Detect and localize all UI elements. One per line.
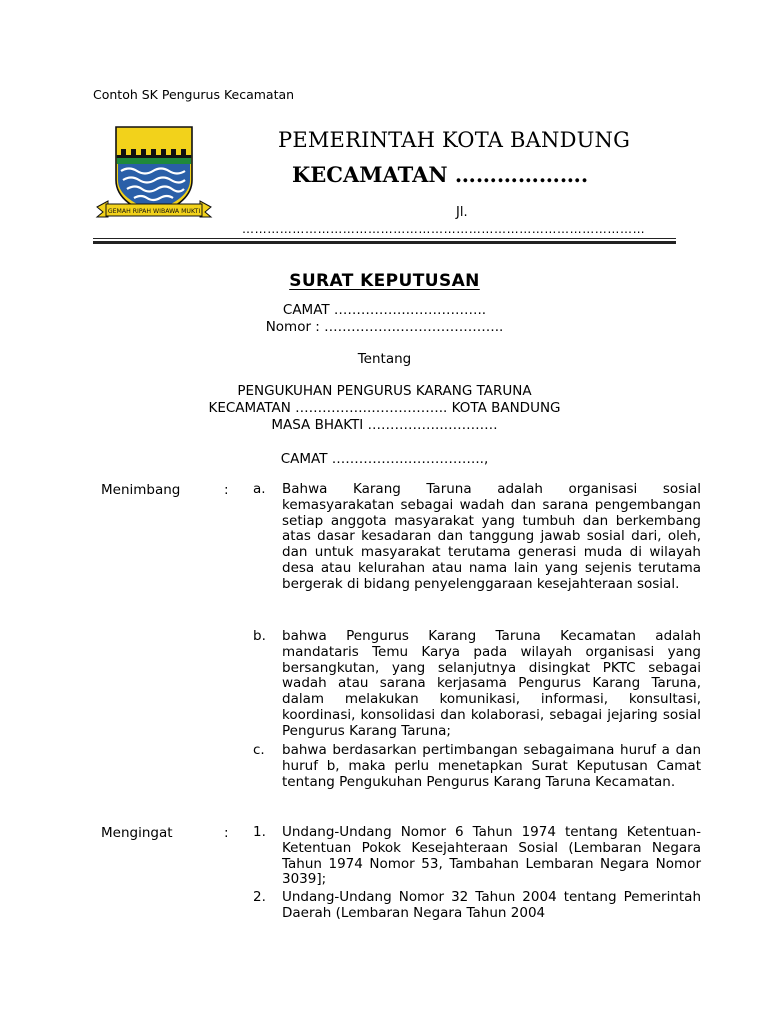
menimbang-colon: : (224, 482, 229, 498)
logo-motto: GEMAH RIPAH WIBAWA MUKTI (107, 208, 201, 215)
header-subtitle: KECAMATAN ………………. (292, 162, 589, 187)
item-text: bahwa berdasarkan pertimbangan sebagaimana huruf a dan huruf b, maka perlu menetapkan Surat Keputusan Camat tentang Pengukuhan Pengurus Karang Taruna Kecamatan. (282, 742, 701, 790)
header-rule-thick (93, 241, 676, 244)
camat-opening: CAMAT ……………..…………….., (280, 451, 489, 467)
item-text: bahwa Pengurus Karang Taruna Kecamatan adalah mandataris Temu Karya pada wilayah organisasi yang bersangkutan, yang selanjutnya disingkat PKTC sebagai wadah atau sarana kerjasama Pengurus Karang Taruna, dalam melakukan komunikasi, informasi, konsultasi, koordinasi, konsolidasi dan kolaborasi, sebagai jejaring sosial Pengurus Karang Taruna; (282, 628, 701, 739)
header-title: PEMERINTAH KOTA BANDUNG (278, 128, 631, 152)
item-marker: c. (253, 742, 265, 758)
tentang-label: Tentang (357, 351, 412, 367)
document-caption: Contoh SK Pengurus Kecamatan (93, 87, 295, 102)
camat-line: CAMAT ……………..…………….. (282, 302, 487, 318)
nomor-line: Nomor : ……………..………………….. (265, 319, 504, 335)
subject-line-2: KECAMATAN ……………..…………….. KOTA BANDUNG (208, 400, 561, 416)
decree-title: SURAT KEPUTUSAN (289, 271, 480, 291)
item-text: Bahwa Karang Taruna adalah organisasi sosial kemasyarakatan sebagai wadah dan sarana pengembangan setiap anggota masyarakat yang tumbuh dan berkembang atas dasar kesadaran dan tanggung jawab sosial dari, oleh, dan untuk masyarakat terutama generasi muda di wilayah desa atau kelurahan atau nama lain yang sejenis terutama bergerak di bidang penyelenggaraan kesejahteraan sosial. (282, 481, 701, 592)
mengingat-colon: : (224, 825, 229, 841)
mengingat-item-1 (253, 825, 701, 888)
address-dots: …………………………………………………………………………………… (242, 222, 646, 236)
menimbang-item-b (253, 629, 701, 740)
header-rule-thin (93, 238, 676, 239)
menimbang-label: Menimbang (101, 482, 181, 498)
mengingat-item-2 (253, 890, 701, 922)
city-seal-logo (94, 125, 214, 221)
subject-line-1: PENGUKUHAN PENGURUS KARANG TARUNA (237, 383, 532, 399)
item-marker: a. (253, 481, 266, 497)
item-marker: 2. (253, 889, 266, 905)
item-marker: b. (253, 628, 266, 644)
mengingat-label: Mengingat (101, 825, 173, 841)
address-prefix: Jl. (456, 205, 468, 220)
item-marker: 1. (253, 824, 266, 840)
item-text: Undang-Undang Nomor 6 Tahun 1974 tentang Ketentuan-Ketentuan Pokok Kesejahteraan Sosial (Lembaran Negara Tahun 1974 Nomor 53, Tambahan Lembaran Negara Nomor 3039]; (282, 824, 701, 888)
menimbang-item-c (253, 743, 701, 790)
subject-line-3: MASA BHAKTI ……………..………… (271, 417, 498, 433)
menimbang-item-a (253, 482, 701, 593)
item-text: Undang-Undang Nomor 32 Tahun 2004 tentang Pemerintah Daerah (Lembaran Negara Tahun 2004 (282, 889, 701, 921)
